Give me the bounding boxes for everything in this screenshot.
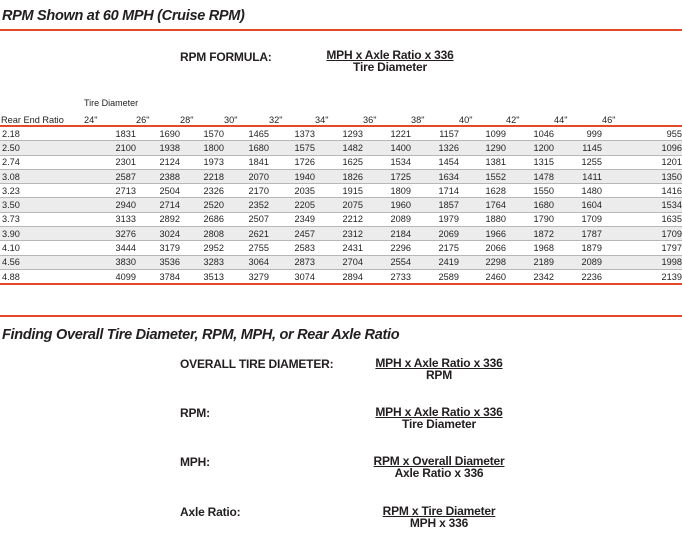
table-row [0,241,682,255]
rpm-cell: 1960 [363,198,411,212]
rpm-cell: 2457 [269,227,315,241]
mph-formula [349,455,529,479]
rpm-cell: 3276 [84,227,136,241]
rpm-cell: 1800 [180,141,224,155]
rpm-cell: 955 [602,126,682,141]
rpm-cell: 1709 [602,227,682,241]
rpm-cell: 2520 [180,198,224,212]
rpm-cell: 2587 [84,169,136,183]
rpm-label: RPM: [180,406,210,420]
rpm-cell: 2952 [180,241,224,255]
ratio-cell: 4.88 [0,269,84,284]
rpm-cell: 1979 [411,212,459,226]
ratio-cell: 3.08 [0,169,84,183]
mph-denominator: Axle Ratio x 336 [394,466,484,480]
rpm-cell: 1099 [459,126,506,141]
rpm-cell: 2808 [180,227,224,241]
mph-label: MPH: [180,455,210,469]
rpm-cell: 3784 [136,269,180,284]
column-header: 26" [136,113,180,126]
rpm-cell: 1680 [506,198,554,212]
rpm-cell: 2713 [84,184,136,198]
overall-tire-diameter-label: OVERALL TIRE DIAMETER: [180,357,334,371]
rpm-cell: 1725 [363,169,411,183]
rpm-cell: 1787 [554,227,602,241]
table-row [0,184,682,198]
rpm-cell: 1915 [315,184,363,198]
rpm-cell: 1625 [315,155,363,169]
rpm-cell: 1938 [136,141,180,155]
rpm-cell: 3513 [180,269,224,284]
rpm-cell: 2100 [84,141,136,155]
rpm-cell: 1454 [411,155,459,169]
rpm-cell: 1478 [506,169,554,183]
table-row [0,212,682,226]
rpm-cell: 2189 [506,255,554,269]
ratio-cell: 2.18 [0,126,84,141]
rpm-cell: 2894 [315,269,363,284]
overall-tire-diameter-numerator: MPH x Axle Ratio x 336 [375,356,503,370]
column-header: 38" [411,113,459,126]
rpm-cell: 2733 [363,269,411,284]
rpm-cell: 1831 [84,126,136,141]
rpm-cell: 2755 [224,241,269,255]
rpm-cell: 2066 [459,241,506,255]
rpm-cell: 1381 [459,155,506,169]
rpm-cell: 3024 [136,227,180,241]
rpm-cell: 1973 [180,155,224,169]
rpm-formula [349,406,529,430]
table-row [0,126,682,141]
rpm-cell: 2419 [411,255,459,269]
rpm-cell: 2035 [269,184,315,198]
table-row [0,255,682,269]
rpm-cell: 1534 [363,155,411,169]
rpm-cell: 2236 [554,269,602,284]
axle-ratio-formula [349,505,529,529]
rpm-cell: 1634 [411,169,459,183]
rpm-cell: 1550 [506,184,554,198]
rpm-cell: 1350 [602,169,682,183]
rpm-cell: 3064 [224,255,269,269]
rpm-cell: 1096 [602,141,682,155]
rpm-cell: 1255 [554,155,602,169]
rpm-cell: 2184 [363,227,411,241]
rpm-cell: 2589 [411,269,459,284]
ratio-cell: 3.50 [0,198,84,212]
table-header-row [0,113,682,126]
rpm-formula-label: RPM FORMULA: [180,50,272,64]
rpm-cell: 1411 [554,169,602,183]
column-header: 30" [224,113,269,126]
column-header: 46" [602,113,682,126]
rpm-cell: 4099 [84,269,136,284]
rpm-cell: 3283 [180,255,224,269]
rpm-cell: 2301 [84,155,136,169]
rpm-cell: 1570 [180,126,224,141]
ratio-cell: 3.73 [0,212,84,226]
column-header: 40" [459,113,506,126]
rpm-cell: 1690 [136,126,180,141]
column-header: 34" [315,113,363,126]
rpm-cell: 3279 [224,269,269,284]
rpm-cell: 2686 [180,212,224,226]
rpm-cell: 2170 [224,184,269,198]
rpm-cell: 1635 [602,212,682,226]
overall-tire-diameter-formula [349,357,529,381]
rpm-cell: 2212 [315,212,363,226]
rpm-cell: 3536 [136,255,180,269]
table-row [0,141,682,155]
rpm-numerator: MPH x Axle Ratio x 336 [375,405,503,419]
rpm-cell: 1797 [602,241,682,255]
middle-divider [0,315,682,317]
rpm-cell: 2089 [363,212,411,226]
rpm-formula-expression [300,49,480,73]
rpm-cell: 3133 [84,212,136,226]
rpm-cell: 1809 [363,184,411,198]
rpm-cell: 1998 [602,255,682,269]
rpm-cell: 2312 [315,227,363,241]
rpm-cell: 1575 [269,141,315,155]
rpm-cell: 1480 [554,184,602,198]
rpm-cell: 2296 [363,241,411,255]
column-header: 32" [269,113,315,126]
top-divider [0,29,682,31]
rpm-cell: 2583 [269,241,315,255]
rpm-cell: 1373 [269,126,315,141]
rpm-cell: 1416 [602,184,682,198]
rpm-cell: 3179 [136,241,180,255]
table-row [0,198,682,212]
rpm-cell: 2504 [136,184,180,198]
rpm-cell: 2507 [224,212,269,226]
ratio-cell: 3.23 [0,184,84,198]
rpm-cell: 1857 [411,198,459,212]
rpm-cell: 999 [554,126,602,141]
rpm-cell: 2940 [84,198,136,212]
column-header: 36" [363,113,411,126]
rpm-cell: 1872 [506,227,554,241]
rpm-cell: 3444 [84,241,136,255]
rpm-cell: 1046 [506,126,554,141]
rpm-cell: 1201 [602,155,682,169]
column-header: 24" [84,113,136,126]
axle-ratio-denominator: MPH x 336 [409,516,469,530]
finding-heading: Finding Overall Tire Diameter, RPM, MPH, or Rear Axle Ratio [2,327,400,343]
rpm-cell: 1764 [459,198,506,212]
rpm-cell: 2714 [136,198,180,212]
rpm-cell: 1482 [315,141,363,155]
rpm-cell: 2175 [411,241,459,255]
rpm-cell: 2069 [411,227,459,241]
rpm-cell: 1968 [506,241,554,255]
rpm-cell: 1826 [315,169,363,183]
cruise-rpm-heading: RPM Shown at 60 MPH (Cruise RPM) [2,8,245,24]
rpm-cell: 1326 [411,141,459,155]
overall-tire-diameter-denominator: RPM [425,368,453,382]
rpm-cell: 2349 [269,212,315,226]
rpm-cell: 1200 [506,141,554,155]
rpm-cell: 1465 [224,126,269,141]
rpm-cell: 1293 [315,126,363,141]
ratio-cell: 3.90 [0,227,84,241]
table-row [0,227,682,241]
rpm-cell: 1709 [554,212,602,226]
rpm-cell: 1940 [269,169,315,183]
rpm-cell: 2704 [315,255,363,269]
rpm-cell: 1726 [269,155,315,169]
rpm-cell: 1315 [506,155,554,169]
rpm-cell: 1879 [554,241,602,255]
rpm-cell: 2124 [136,155,180,169]
rpm-cell: 2070 [224,169,269,183]
rpm-cell: 1534 [602,198,682,212]
rpm-cell: 2218 [180,169,224,183]
axle-ratio-label: Axle Ratio: [180,505,241,519]
column-header: 28" [180,113,224,126]
rpm-cell: 2892 [136,212,180,226]
ratio-cell: 2.74 [0,155,84,169]
rpm-cell: 1290 [459,141,506,155]
rpm-cell: 2554 [363,255,411,269]
rpm-cell: 1966 [459,227,506,241]
rpm-denominator: Tire Diameter [402,417,476,431]
rpm-cell: 1157 [411,126,459,141]
rpm-cell: 1680 [224,141,269,155]
rear-end-ratio-header: Rear End Ratio [0,113,84,126]
rpm-cell: 1604 [554,198,602,212]
rpm-cell: 1400 [363,141,411,155]
rpm-formula-numerator: MPH x Axle Ratio x 336 [326,48,454,62]
table-row [0,269,682,284]
rpm-cell: 2342 [506,269,554,284]
rpm-cell: 1880 [459,212,506,226]
rpm-cell: 1552 [459,169,506,183]
rpm-formula-denominator: Tire Diameter [353,60,427,74]
rpm-cell: 2873 [269,255,315,269]
rpm-cell: 2352 [224,198,269,212]
table-row [0,155,682,169]
rpm-cell: 2388 [136,169,180,183]
column-header: 44" [554,113,602,126]
table-row [0,169,682,183]
rpm-cell: 1841 [224,155,269,169]
rpm-cell: 2075 [315,198,363,212]
rpm-cell: 1628 [459,184,506,198]
rpm-cell: 2326 [180,184,224,198]
axle-ratio-numerator: RPM x Tire Diameter [382,504,496,518]
rpm-cell: 3830 [84,255,136,269]
rpm-cell: 2139 [602,269,682,284]
column-header: 42" [506,113,554,126]
rpm-cell: 1145 [554,141,602,155]
rpm-cell: 1221 [363,126,411,141]
ratio-cell: 2.50 [0,141,84,155]
rpm-cell: 1714 [411,184,459,198]
rpm-cell: 2460 [459,269,506,284]
ratio-cell: 4.56 [0,255,84,269]
rpm-cell: 2089 [554,255,602,269]
rpm-cell: 2298 [459,255,506,269]
tire-diameter-group-label: Tire Diameter [84,98,139,108]
rpm-cell: 2205 [269,198,315,212]
rpm-cell: 2431 [315,241,363,255]
rpm-cell: 3074 [269,269,315,284]
rpm-table [0,113,682,285]
mph-numerator: RPM x Overall Diameter [373,454,505,468]
rpm-cell: 1790 [506,212,554,226]
ratio-cell: 4.10 [0,241,84,255]
rpm-cell: 2621 [224,227,269,241]
